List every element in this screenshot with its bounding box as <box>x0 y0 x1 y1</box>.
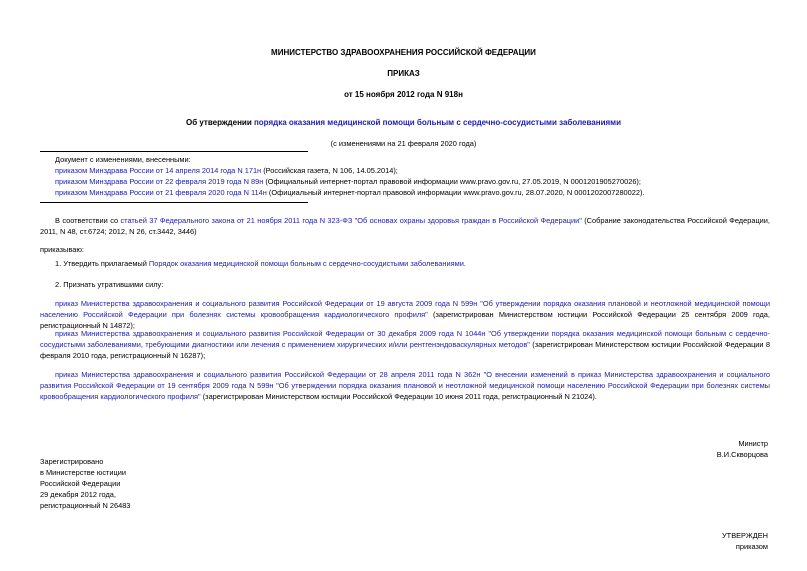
registration-line: Зарегистрировано <box>40 457 104 466</box>
registration-line: в Министерстве юстиции <box>40 468 127 477</box>
title-prefix: Об утверждении <box>185 118 254 127</box>
amendment-item: приказом Минздрава России от 22 февраля 2019 года N 89н (Официальный интернет-портал правовой информации www.pravo.gov.ru, 27.05.2019, N 0001201905270026); <box>55 177 641 186</box>
repealed-order-link[interactable]: приказ Министерства здравоохранения и социального развития Российской Федерации от 19 августа 2009 года N 599н "Об утверждении порядка оказания плановой и неотложной медицинской помощи населению Российской Федерации при болезнях системы кровообращения кардиологического профиля" <box>40 299 770 319</box>
signature-position: Министр <box>738 439 768 448</box>
amendment-item: приказом Минздрава России от 14 апреля 2014 года N 171н (Российская газета, N 106, 14.05.2014); <box>55 166 398 175</box>
amendment-item: приказом Минздрава России от 21 февраля 2020 года N 114н (Официальный интернет-портал правовой информации www.pravo.gov.ru, 28.07.2020, N 0001202007280022). <box>55 188 645 197</box>
top-divider <box>40 151 308 152</box>
document-title <box>0 117 807 128</box>
point-1: 1. Утвердить прилагаемый Порядок оказания медицинской помощи больным с сердечно-сосудистыми заболеваниями. <box>55 259 466 268</box>
repealed-order-link[interactable]: приказ Министерства здравоохранения и социального развития Российской Федерации от 28 апреля 2011 года N 362н "О внесении изменений в приказ Министерства здравоохранения и социального развития Российской Федерации от 19 сентября 2009 года N 599н "Об утверждении порядка оказания плановой и неотложной медицинской помощи населению Российской Федерации при болезнях системы кровообращения кардиологического профиля" <box>40 370 770 401</box>
date-number-heading: от 15 ноября 2012 года N 918н <box>344 90 463 99</box>
doc-type-heading: ПРИКАЗ <box>387 69 420 78</box>
order-word: приказываю: <box>40 245 84 254</box>
registration-line: регистрационный N 26483 <box>40 501 131 510</box>
repealed-order-link[interactable]: приказ Министерства здравоохранения и социального развития Российской Федерации от 30 декабря 2009 года N 1044н "Об утверждении порядка оказания медицинской помощи больным с сердечно-сосудистыми заболеваниями, требующими диагностики или лечения с применением хирургических и/или рентгенэндоваскулярных методов" <box>40 329 770 349</box>
point-2: 2. Признать утратившими силу: <box>55 280 164 289</box>
ministry-heading: МИНИСТЕРСТВО ЗДРАВООХРАНЕНИЯ РОССИЙСКОЙ ФЕДЕРАЦИИ <box>271 48 536 57</box>
changes-note: (с изменениями на 21 февраля 2020 года) <box>330 139 477 148</box>
approved-label: УТВЕРЖДЕН <box>721 531 768 540</box>
registration-line: Российской Федерации <box>40 479 121 488</box>
signature-name: В.И.Скворцова <box>716 450 768 459</box>
registration-line: 29 декабря 2012 года, <box>40 490 116 499</box>
intro-paragraph: В соответствии со статьей 37 Федерального закона от 21 ноября 2011 года N 323-ФЗ "Об основах охраны здоровья граждан в Российской Федерации" (Собрание законодательства Российской Федерации, 2011, N 48, ст.6724; 2012, N 26, ст.3442, 3446) <box>40 216 770 236</box>
law-link[interactable]: статьей 37 Федерального закона от 21 ноября 2011 года N 323-ФЗ "Об основах охраны здоровья граждан в Российской Федерации" <box>120 216 582 225</box>
title-link[interactable]: порядка оказания медицинской помощи больным с сердечно-сосудистыми заболеваниями <box>253 118 622 127</box>
amendment-link[interactable]: приказом Минздрава России от 22 февраля 2019 года N 89н <box>55 177 264 186</box>
repealed-order: приказ Министерства здравоохранения и социального развития Российской Федерации от 19 августа 2009 года N 599н "Об утверждении порядка оказания плановой и неотложной медицинской помощи населению Российской Федерации при болезнях системы кровообращения кардиологического профиля" (зарегистрирован Министерством юстиции Российской Федерации 25 сентября 2009 года, регистрационный N 14872); <box>40 299 770 330</box>
procedure-link[interactable]: Порядок оказания медицинской помощи больным с сердечно-сосудистыми заболеваниями <box>148 259 464 268</box>
repealed-order: приказ Министерства здравоохранения и социального развития Российской Федерации от 28 апреля 2011 года N 362н "О внесении изменений в приказ Министерства здравоохранения и социального развития Российской Федерации от 19 сентября 2009 года N 599н "Об утверждении порядка оказания плановой и неотложной медицинской помощи населению Российской Федерации при болезнях системы кровообращения кардиологического профиля" (зарегистрирован Министерством юстиции Российской Федерации 10 июня 2011 года, регистрационный N 21024). <box>40 370 770 401</box>
bottom-divider <box>40 202 308 203</box>
amendment-link[interactable]: приказом Минздрава России от 21 февраля 2020 года N 114н <box>55 188 267 197</box>
amendments-heading: Документ с изменениями, внесенными: <box>55 155 191 164</box>
amendment-link[interactable]: приказом Минздрава России от 14 апреля 2014 года N 171н <box>55 166 262 175</box>
repealed-order: приказ Министерства здравоохранения и социального развития Российской Федерации от 30 декабря 2009 года N 1044н "Об утверждении порядка оказания медицинской помощи больным с сердечно-сосудистыми заболеваниями, требующими диагностики или лечения с применением хирургических и/или рентгенэндоваскулярных методов" (зарегистрирован Министерством юстиции Российской Федерации 8 февраля 2010 года, регистрационный N 16287); <box>40 329 770 360</box>
approved-by-label: приказом <box>735 542 768 551</box>
